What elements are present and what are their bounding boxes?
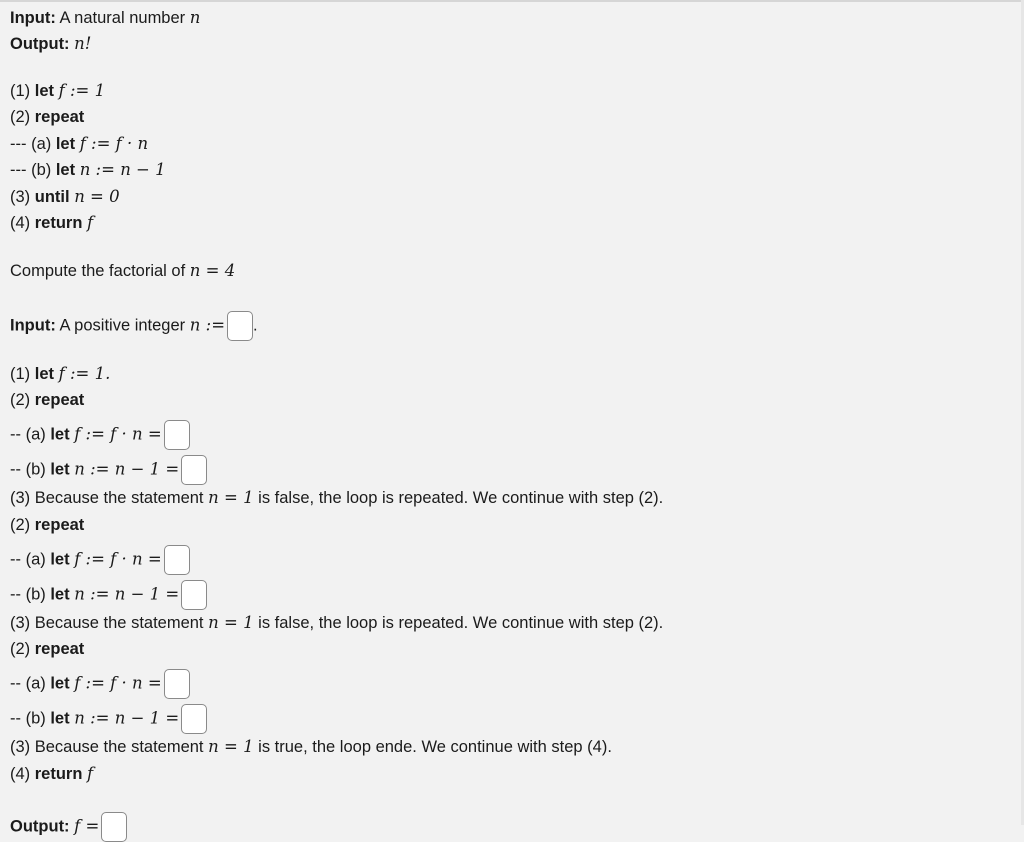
keyword: let <box>50 425 70 444</box>
keyword: let <box>55 161 76 179</box>
keyword: let <box>34 82 55 100</box>
step-prefix: -- (a) <box>10 425 46 444</box>
math-expr: f <box>87 764 94 783</box>
task-prompt <box>10 260 235 282</box>
algo-step-2a <box>10 133 148 155</box>
algo-step-2 <box>10 106 84 128</box>
math-expr: f := f · n = <box>74 549 162 569</box>
output-answer-box[interactable] <box>101 812 127 842</box>
f-answer-box-3[interactable] <box>164 669 190 699</box>
step-number: (1) <box>10 365 31 383</box>
math-expr: n = 1 <box>208 613 254 632</box>
keyword: let <box>50 585 70 604</box>
ex-step-4 <box>10 763 93 785</box>
step-text: is true, the loop ende. We continue with step (4). <box>258 738 612 756</box>
ex-output-line <box>10 812 127 842</box>
n-answer-box-1[interactable] <box>181 455 207 485</box>
ex-step-3-2 <box>10 612 663 634</box>
keyword: let <box>50 550 70 569</box>
keyword: until <box>34 188 70 206</box>
ex-step-b-2 <box>10 580 207 610</box>
math-expr: n = 1 <box>208 737 254 756</box>
ex-step-1 <box>10 363 110 385</box>
input-text: A positive integer <box>59 316 186 335</box>
math-expr: f := f · n = <box>74 424 162 444</box>
prompt-text: Compute the factorial of <box>10 262 186 280</box>
math-expr: f <box>87 213 94 232</box>
math-expr: n := n − 1 <box>79 160 166 179</box>
ex-repeat-1 <box>10 389 84 411</box>
keyword: let <box>55 135 76 153</box>
step-prefix: -- (b) <box>10 460 46 479</box>
n-input-box[interactable] <box>227 311 253 341</box>
keyword: let <box>34 365 55 383</box>
keyword: let <box>50 709 70 728</box>
keyword: repeat <box>34 516 85 534</box>
input-text: A natural number <box>59 9 186 27</box>
output-label: Output: <box>10 817 70 836</box>
step-number: (2) <box>10 516 31 534</box>
step-number: (4) <box>10 214 31 232</box>
period: . <box>253 316 258 335</box>
input-label: Input: <box>10 316 56 335</box>
math-expr: n = 1 <box>208 488 254 507</box>
math-expr: f := 1. <box>58 364 111 383</box>
ex-repeat-2 <box>10 514 84 536</box>
ex-repeat-3 <box>10 638 84 660</box>
ex-step-a-1 <box>10 420 190 450</box>
ex-step-a-2 <box>10 545 190 575</box>
keyword: repeat <box>34 640 85 658</box>
input-label: Input: <box>10 9 56 27</box>
step-prefix: -- (b) <box>10 585 46 604</box>
var-n: n <box>189 8 201 27</box>
exercise-input-line <box>10 311 258 341</box>
step-prefix: -- (a) <box>10 674 46 693</box>
step-prefix: -- (a) <box>10 550 46 569</box>
math-expr: f = <box>74 816 100 836</box>
keyword: repeat <box>34 391 85 409</box>
step-text: is false, the loop is repeated. We continue with step (2). <box>258 614 664 632</box>
ex-step-3-1 <box>10 487 663 509</box>
ex-step-a-3 <box>10 669 190 699</box>
step-text: (3) Because the statement <box>10 614 204 632</box>
algo-output-line <box>10 33 91 55</box>
algo-input-line <box>10 7 200 29</box>
math-expr: n := n − 1 = <box>74 459 180 479</box>
math-expr: n := n − 1 = <box>74 584 180 604</box>
output-clip <box>0 812 1024 836</box>
step-number: (1) <box>10 82 31 100</box>
step-number: (4) <box>10 765 31 783</box>
output-expr: n! <box>74 34 92 53</box>
keyword: return <box>34 765 83 783</box>
ex-step-b-3 <box>10 704 207 734</box>
math-expr: f := f · n <box>79 134 149 153</box>
step-number: (2) <box>10 391 31 409</box>
algo-step-3 <box>10 186 120 208</box>
keyword: let <box>50 674 70 693</box>
f-answer-box-1[interactable] <box>164 420 190 450</box>
keyword: return <box>34 214 83 232</box>
algo-step-2b <box>10 159 166 181</box>
step-text: (3) Because the statement <box>10 489 204 507</box>
n-answer-box-2[interactable] <box>181 580 207 610</box>
top-border <box>0 0 1024 2</box>
keyword: let <box>50 460 70 479</box>
step-text: (3) Because the statement <box>10 738 204 756</box>
step-prefix: --- (b) <box>10 161 52 179</box>
step-number: (2) <box>10 640 31 658</box>
step-text: is false, the loop is repeated. We continue with step (2). <box>258 489 664 507</box>
math-expr: n := n − 1 = <box>74 708 180 728</box>
ex-step-3-3 <box>10 736 612 758</box>
math-expr: n = 0 <box>74 187 120 206</box>
output-label: Output: <box>10 35 70 53</box>
keyword: repeat <box>34 108 85 126</box>
step-prefix: -- (b) <box>10 709 46 728</box>
n-answer-box-3[interactable] <box>181 704 207 734</box>
step-number: (2) <box>10 108 31 126</box>
math-expr: n := <box>189 315 226 335</box>
step-number: (3) <box>10 188 31 206</box>
f-answer-box-2[interactable] <box>164 545 190 575</box>
math-expr: f := 1 <box>58 81 106 100</box>
ex-step-b-1 <box>10 455 207 485</box>
math-expr: f := f · n = <box>74 673 162 693</box>
algo-step-4 <box>10 212 93 234</box>
prompt-expr: n = 4 <box>189 261 236 280</box>
step-prefix: --- (a) <box>10 135 52 153</box>
algo-step-1 <box>10 80 105 102</box>
